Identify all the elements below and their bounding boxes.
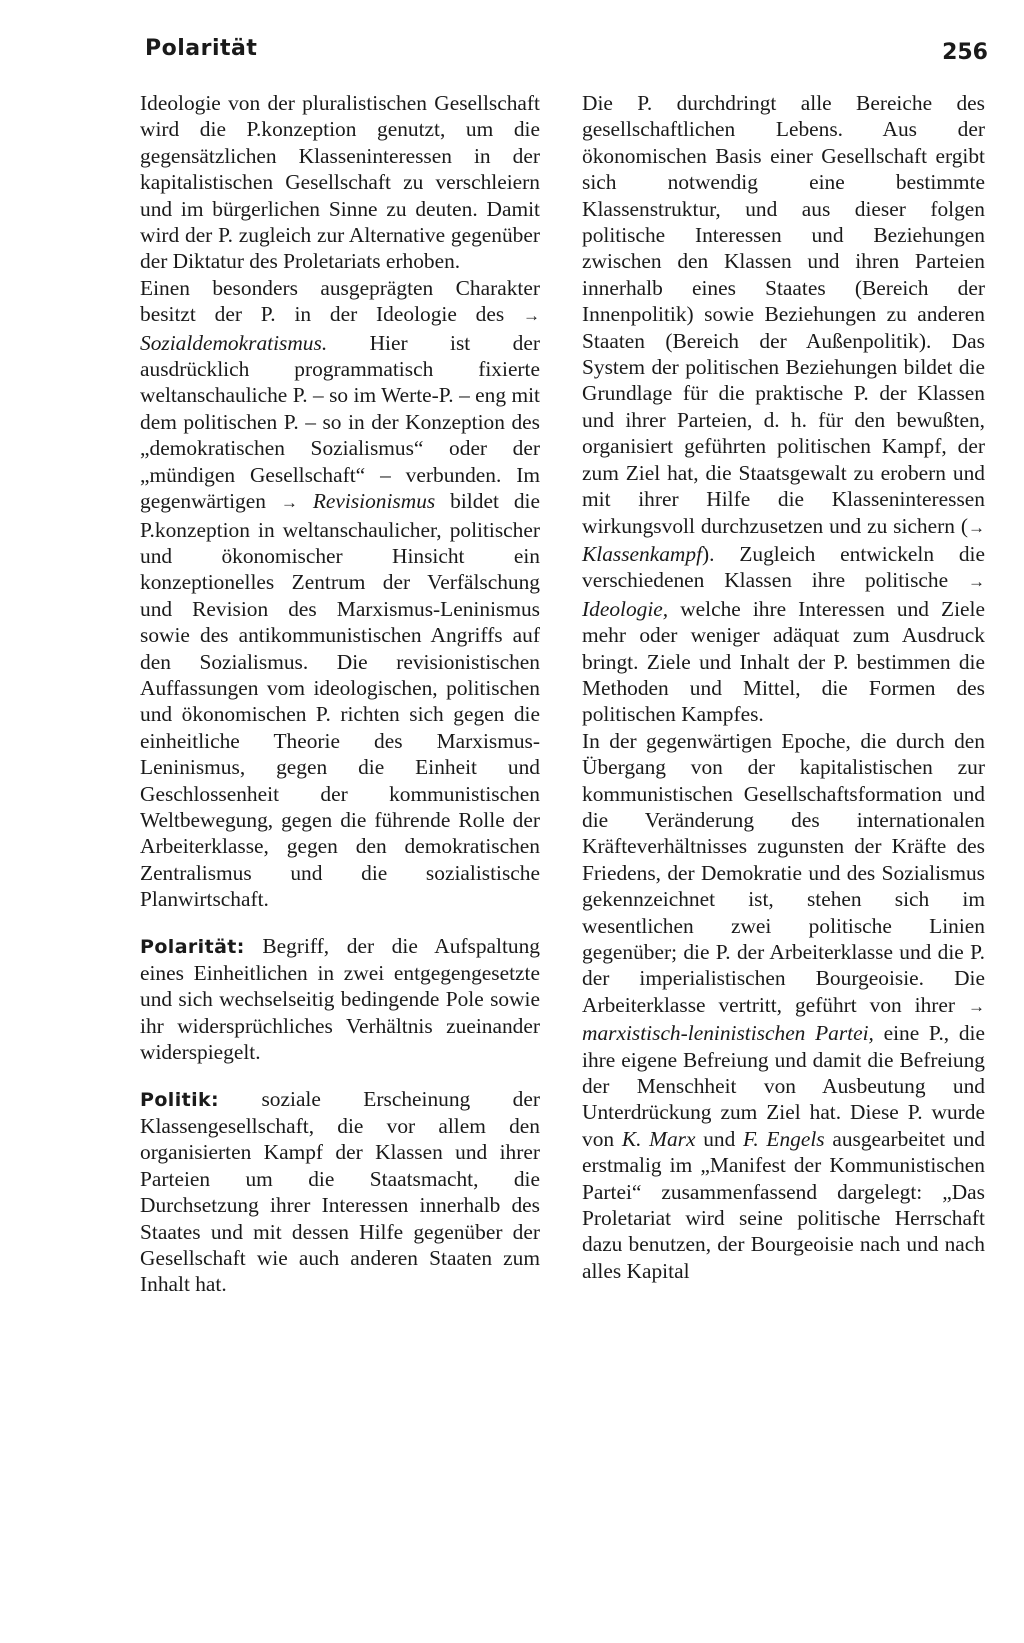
right-column <box>582 90 985 1284</box>
paragraph-ideology: Einen besonders ausgeprägten Charakter besitzt der P. in der Ideologie des → Sozialdemokratismus. Hier ist der ausdrücklich programmatisch fixierte weltanschauliche P. – so im Werte-P. – eng mit dem politischen P. – so in der Konzeption des „demokratischen Sozialismus“ oder der „mündigen Gesellschaft“ – verbunden. Im gegenwärtigen → Revisionismus bildet die P.konzeption in weltanschaulicher, politischer und ökonomischer Hinsicht ein konzeptionelles Zentrum der Verfälschung und Revision des Marxismus-Leninismus sowie des antikommunistischen Angriffs auf den Sozialismus. Die revisionistischen Auffassungen vom ideologischen, politischen und ökonomischen P. richten sich gegen die einheitliche Theorie des Marxismus-Leninismus, gegen die Einheit und Geschlossenheit der kommunistischen Weltbewegung, gegen die führende Rolle der Arbeiterklasse, gegen den demokratischen Zentralismus und die sozialistische Planwirtschaft. <box>140 275 540 912</box>
cross-reference-arrow-icon: → <box>523 306 540 326</box>
person-name: F. Engels <box>743 1126 825 1151</box>
paragraph-politik-scope: Die P. durchdringt alle Bereiche des gesellschaftlichen Lebens. Aus der ökonomischen Basis einer Gesellschaft ergibt sich notwendig eine bestimmte Klassenstruktur, und aus dieser folgen politische Interessen und Beziehungen zwischen den Klassen und ihren Parteien innerhalb eines Staates (Bereich der Innenpolitik) sowie Beziehungen zu anderen Staaten (Bereich der Außenpolitik). Das System der politischen Beziehungen bildet die Grundlage für die praktische P. der Klassen und ihrer Parteien, d. h. für den bewußten, organisiert geführten politischen Kampf, der zum Ziel hat, die Staatsgewalt zu erobern und mit ihrer Hilfe die Klasseninteressen wirkungsvoll durchzusetzen und zu sichern (→ Klassenkampf). Zugleich entwickeln die verschiedenen Klassen ihre politische → Ideologie, welche ihre Interessen und Ziele mehr oder weniger adäquat zum Ausdruck bringt. Ziele und Inhalt der P. bestimmen die Methoden und Mittel, die Formen des politischen Kampfes. <box>582 91 985 727</box>
cross-reference-arrow-icon: → <box>968 572 985 592</box>
paragraph-epoch: In der gegenwärtigen Epoche, die durch den Übergang von der kapitalistischen zur kommunistischen Gesellschaftsformation und die Veränderung des internationalen Kräfteverhältnisses zugunsten der Kräfte des Friedens, der Demokratie und des Sozialismus gekennzeichnet ist, stehen sich im wesentlichen zwei politische Linien gegenüber; die P. der Arbeiterklasse und die P. der imperialistischen Bourgeoisie. Die Arbeiterklasse vertritt, geführt von ihrer → marxistisch-leninistischen Partei, eine P., die ihre eigene Befreiung und damit die Befreiung der Menschheit von Ausbeutung und Unterdrückung zum Ziel hat. Diese P. wurde von K. Marx und F. Engels ausgearbeitet und erstmalig im „Manifest der Kommunistischen Partei“ zusammenfassend dargelegt: „Das Proletariat wird seine politische Herrschaft dazu benutzen, der Bourgeoisie nach und nach alles Kapital <box>582 728 985 1283</box>
cross-reference-link[interactable]: Sozialdemokratismus. <box>140 330 328 355</box>
entry-polaritaet <box>140 933 540 1066</box>
cross-reference-arrow-icon: → <box>967 996 985 1016</box>
page-header <box>140 26 988 76</box>
entry-definition: soziale Erscheinung der Klassengesellschaft, die vor allem den organisierten Kampf der Klassen und ihrer Parteien um die Staatsmacht, die Durchsetzung ihrer Interessen innerhalb des Staates und mit dessen Hilfe gegenüber der Gesellschaft wie auch anderen Staaten zum Inhalt hat. <box>140 1086 540 1297</box>
cross-reference-link[interactable]: Klassenkampf <box>582 541 703 566</box>
cross-reference-arrow-icon: → <box>280 493 298 513</box>
left-column <box>140 90 540 1298</box>
cross-reference-link[interactable]: Ideologie, <box>582 596 669 621</box>
cross-reference-link[interactable]: marxistisch-leninistischen Partei, <box>582 1021 874 1046</box>
cross-reference-arrow-icon: → <box>968 517 985 537</box>
cross-reference-link[interactable]: Revisionismus <box>312 489 436 514</box>
entry-politik <box>140 1086 540 1298</box>
page-number: 256 <box>942 40 988 65</box>
paragraph-continuation: Ideologie von der pluralistischen Gesellschaft wird die P.konzeption genutzt, um die gegensätzlichen Klasseninteressen in der kapitalistischen Gesellschaft zu verschleiern und im bürgerlichen Sinne zu deuten. Damit wird der P. zugleich zur Alternative gegenüber der Diktatur des Proletariats erhoben. <box>140 91 540 274</box>
entry-headword: Politik: <box>140 1088 220 1111</box>
person-name: K. Marx <box>621 1126 696 1151</box>
entry-headword: Polarität: <box>140 935 245 958</box>
entry-definition: Begriff, der die Aufspaltung eines Einheitlichen in zwei entgegengesetzte und sich wechselseitig bedingende Pole sowie ihr widersprüchliches Verhältnis zueinander widerspiegelt. <box>140 933 540 1065</box>
running-head: Polarität <box>145 36 258 61</box>
